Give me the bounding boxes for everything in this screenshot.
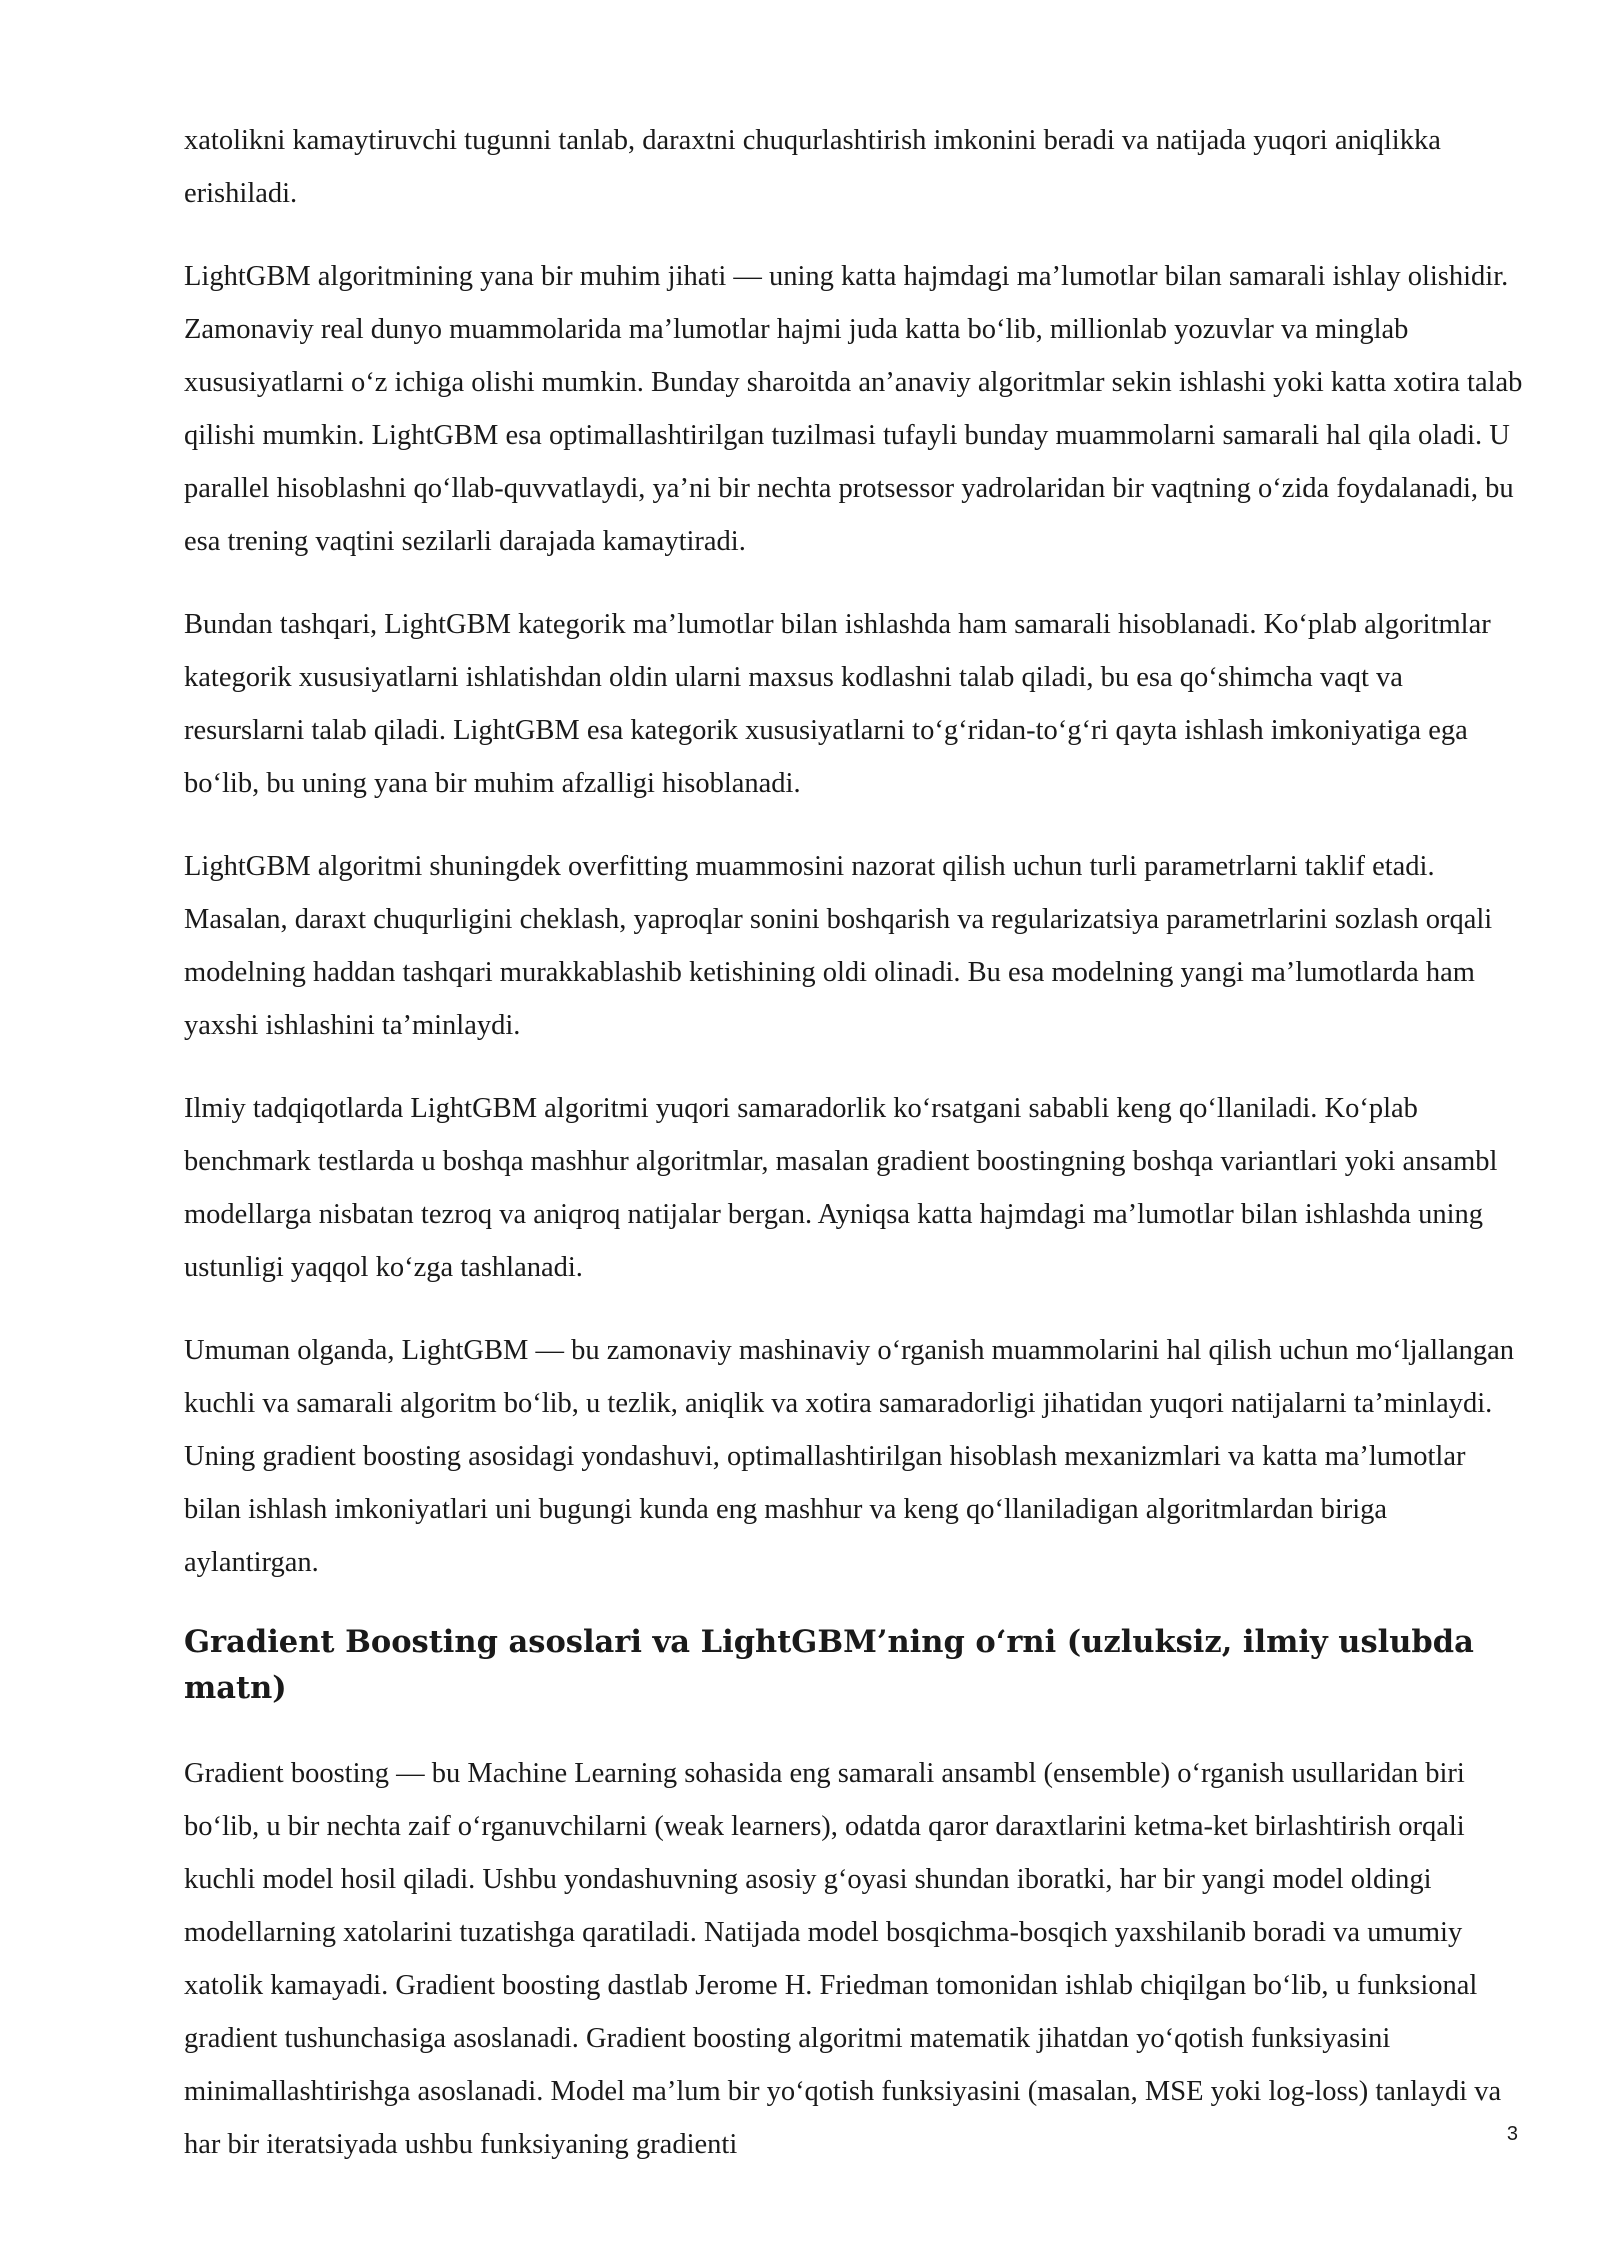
paragraph-research: Ilmiy tadqiqotlarda LightGBM algoritmi yuqori samaradorlik koʻrsatgani sababli keng qoʻllaniladi. Koʻplab benchmark testlarda u boshqa mashhur algoritmlar, masalan gradient boostingning boshqa variantlari yoki ansambl modellarga nisbatan tezroq va aniqroq natijalar bergan. Ayniqsa katta hajmdagi ma’lumotlar bilan ishlashda uning ustunligi yaqqol koʻzga tashlanadi. [184,1093,1498,1283]
paragraph-continuation: xatolikni kamaytiruvchi tugunni tanlab, daraxtni chuqurlashtirish imkonini beradi va natijada yuqori aniqlikka erishiladi. [184,125,1441,209]
paragraph-overfitting: LightGBM algoritmi shuningdek overfitting muammosini nazorat qilish uchun turli parametrlarni taklif etadi. Masalan, daraxt chuqurligini cheklash, yaproqlar sonini boshqarish va regularizatsiya parametrlarini sozlash orqali modelning haddan tashqari murakkablashib ketishining oldi olinadi. Bu esa modelning yangi ma’lumotlarda ham yaxshi ishlashini ta’minlaydi. [184,851,1493,1041]
page-body [184,114,1524,2201]
paragraph-summary: Umuman olganda, LightGBM — bu zamonaviy mashinaviy oʻrganish muammolarini hal qilish uchun moʻljallangan kuchli va samarali algoritm boʻlib, u tezlik, aniqlik va xotira samaradorligi jihatidan yuqori natijalarni ta’minlaydi. Uning gradient boosting asosidagi yondashuvi, optimallashtirilgan hisoblash mexanizmlari va katta ma’lumotlar bilan ishlash imkoniyatlari uni bugungi kunda eng mashhur va keng qoʻllaniladigan algoritmlardan biriga aylantirgan. [184,1335,1515,1578]
paragraph-gradient-boosting: Gradient boosting — bu Machine Learning sohasida eng samarali ansambl (ensemble) oʻrganish usullaridan biri boʻlib, u bir nechta zaif oʻrganuvchilarni (weak learners), odatda qaror daraxtlarini ketma-ket birlashtirish orqali kuchli model hosil qiladi. Ushbu yondashuvning asosiy gʻoyasi shundan iboratki, har bir yangi model oldingi modellarning xatolarini tuzatishga qaratiladi. Natijada model bosqichma-bosqich yaxshilanib boradi va umumiy xatolik kamayadi. Gradient boosting dastlab Jerome H. Friedman tomonidan ishlab chiqilgan boʻlib, u funksional gradient tushunchasiga asoslanadi. Gradient boosting algoritmi matematik jihatdan yoʻqotish funksiyasini minimallashtirishga asoslanadi. Model ma’lum bir yoʻqotish funksiyasini (masalan, MSE yoki log-loss) tanlaydi va har bir iteratsiyada ushbu funksiyaning gradienti [184,1758,1502,2160]
paragraph-large-data: LightGBM algoritmining yana bir muhim jihati — uning katta hajmdagi ma’lumotlar bilan samarali ishlay olishidir. Zamonaviy real dunyo muammolarida ma’lumotlar hajmi juda katta boʻlib, millionlab yozuvlar va minglab xususiyatlarni oʻz ichiga olishi mumkin. Bunday sharoitda an’anaviy algoritmlar sekin ishlashi yoki katta xotira talab qilishi mumkin. LightGBM esa optimallashtirilgan tuzilmasi tufayli bunday muammolarni samarali hal qila oladi. U parallel hisoblashni qoʻllab-quvvatlaydi, ya’ni bir nechta protsessor yadrolaridan bir vaqtning oʻzida foydalanadi, bu esa trening vaqtini sezilarli darajada kamaytiradi. [184,261,1523,557]
page-number: 3 [1506,2123,1518,2145]
section-heading: Gradient Boosting asoslari va LightGBM’ning oʻrni (uzluksiz, ilmiy uslubda matn) [184,1624,1474,1706]
paragraph-categorical-data: Bundan tashqari, LightGBM kategorik ma’lumotlar bilan ishlashda ham samarali hisoblanadi. Koʻplab algoritmlar kategorik xususiyatlarni ishlatishdan oldin ularni maxsus kodlashni talab qiladi, bu esa qoʻshimcha vaqt va resurslarni talab qiladi. LightGBM esa kategorik xususiyatlarni toʻgʻridan-toʻgʻri qayta ishlash imkoniyatiga ega boʻlib, bu uning yana bir muhim afzalligi hisoblanadi. [184,609,1491,799]
